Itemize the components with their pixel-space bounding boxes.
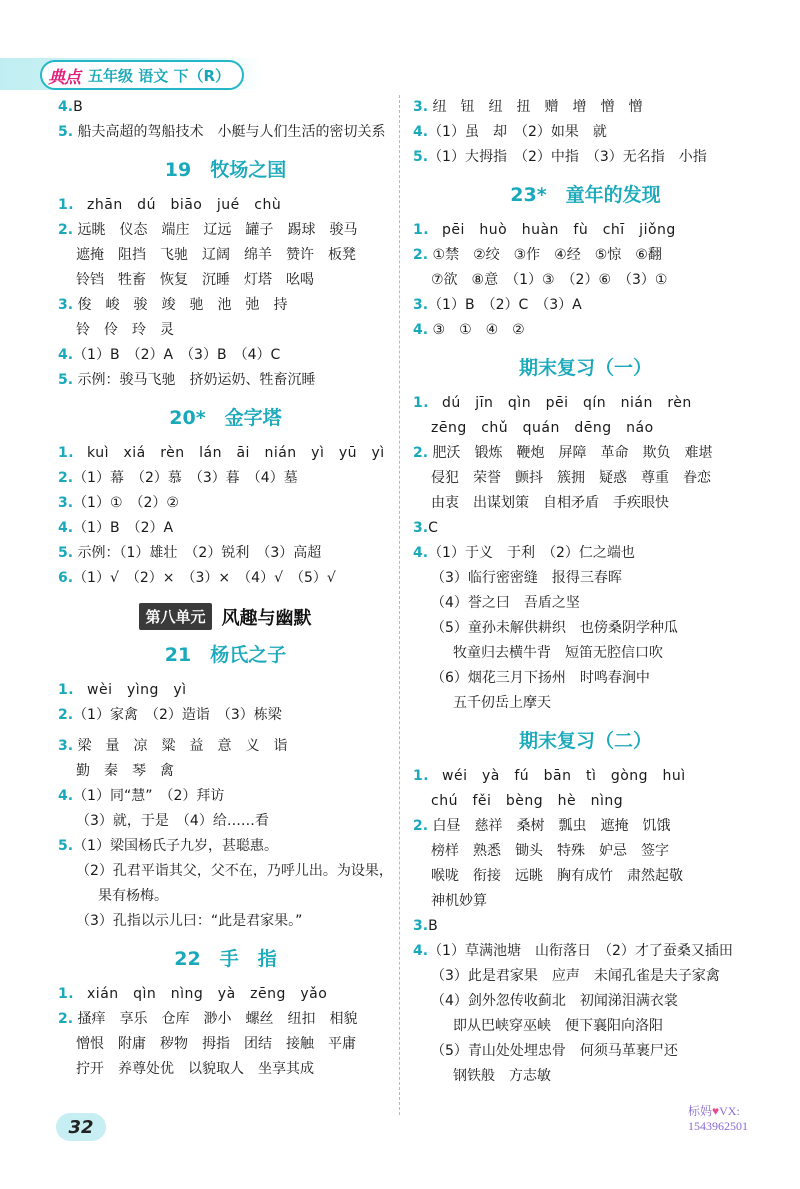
answer-line: 榜样 熟悉 锄头 特殊 妒忌 签字 — [431, 843, 669, 859]
answer-line — [58, 343, 393, 368]
question-number: 4. — [413, 124, 429, 140]
question-number: 5. — [58, 838, 74, 854]
section-title: 期末复习（一） — [518, 357, 652, 379]
question-number: 3. — [58, 297, 74, 313]
answer-text: B — [428, 918, 438, 934]
answer-line: zēng chǔ quán dēng náo — [431, 420, 654, 436]
question-number: 4. — [413, 322, 429, 338]
question-number: 3. — [58, 738, 74, 754]
answer-text: 梁 量 凉 粱 益 意 义 诣 — [73, 738, 288, 754]
answer-line — [58, 1007, 393, 1032]
question-number: 1. — [58, 197, 75, 213]
answer-line — [413, 914, 758, 939]
answer-text: （1）大拇指 （2）中指 （3）无名指 小指 — [428, 149, 707, 165]
answer-line — [413, 293, 758, 318]
answer-line — [413, 391, 758, 416]
page-number: 32 — [56, 1113, 106, 1141]
answer-line — [413, 95, 758, 120]
question-number: 2. — [413, 247, 429, 263]
answer-line — [413, 145, 758, 170]
question-number: 4. — [413, 943, 429, 959]
answer-line: 牧童归去横牛背 短笛无腔信口吹 — [453, 645, 663, 661]
answer-line — [58, 120, 393, 145]
answer-line: （5）青山处处埋忠骨 何须马革裹尸还 — [431, 1043, 678, 1059]
section-title: 23* 童年的发现 — [510, 184, 661, 206]
answer-line — [413, 218, 758, 243]
watermark-number: 1543962501 — [688, 1119, 748, 1133]
answer-line — [413, 120, 758, 145]
answer-text: ③ ① ④ ② — [428, 322, 525, 338]
section-title: 期末复习（二） — [518, 730, 652, 752]
section-title: 22 手 指 — [174, 948, 277, 970]
answer-text: （1）家禽 （2）造诣 （3）栋梁 — [73, 707, 282, 723]
answer-text: C — [428, 520, 438, 536]
question-number: 1. — [58, 986, 75, 1002]
answer-line — [413, 441, 758, 466]
answer-line — [58, 566, 393, 591]
answer-line — [58, 678, 393, 703]
answer-line: 果有杨梅。 — [98, 888, 168, 904]
answer-text: （1）同“慧” （2）拜访 — [73, 788, 225, 804]
question-number: 4. — [58, 347, 74, 363]
answer-text: （1）幕 （2）慕 （3）暮 （4）墓 — [73, 470, 298, 486]
question-number: 3. — [413, 520, 429, 536]
section-title: 21 杨氏之子 — [164, 644, 287, 666]
answer-line: （6）烟花三月下扬州 时鸣春涧中 — [431, 670, 650, 686]
right-column — [413, 95, 758, 1089]
answer-line: 憎恨 附庸 秽物 拇指 团结 接触 平庸 — [76, 1036, 356, 1052]
question-number: 1. — [58, 682, 75, 698]
answer-line — [58, 703, 393, 728]
answer-line — [58, 441, 393, 466]
answer-text: xián qìn nìng yà zēng yǎo — [74, 986, 328, 1002]
question-number: 5. — [58, 545, 74, 561]
left-column — [58, 95, 393, 1082]
answer-text: 搔痒 享乐 仓库 渺小 螺丝 纽扣 相貌 — [73, 1011, 358, 1027]
answer-text: ①禁 ②绞 ③作 ④经 ⑤惊 ⑥翻 — [428, 247, 662, 263]
answer-line: chú fěi bèng hè nìng — [431, 793, 624, 809]
answer-line: （3）孔指以示儿曰：“此是君家果。” — [76, 913, 303, 929]
answer-line: 铃 伶 玲 灵 — [76, 322, 174, 338]
watermark-text: 标妈 — [688, 1104, 713, 1118]
answer-line: （4）剑外忽传收蓟北 初闻涕泪满衣裳 — [431, 993, 678, 1009]
answer-text: zhān dú biāo jué chù — [74, 197, 282, 213]
watermark-vx: VX: — [719, 1104, 740, 1118]
answer-text: wèi yìng yì — [74, 682, 187, 698]
book-title: 五年级 语文 下（R） — [88, 66, 230, 85]
answer-line — [413, 814, 758, 839]
answer-line: （2）孔君平诣其父，父不在，乃呼儿出。为设果， — [76, 863, 393, 879]
question-number: 1. — [413, 768, 430, 784]
answer-text: （1）草满池塘 山衔落日 （2）才了蚕桑又插田 — [428, 943, 733, 959]
answer-line — [413, 318, 758, 343]
answer-line — [58, 218, 393, 243]
answer-line: 遮掩 阻挡 飞驰 辽阔 绵羊 赞许 板凳 — [76, 247, 356, 263]
answer-text: 肥沃 锻炼 鞭炮 屏障 革命 欺负 难堪 — [428, 445, 713, 461]
answer-text: 示例：（1）雄壮 （2）锐利 （3）高超 — [73, 545, 322, 561]
answer-text: 俊 峻 骏 竣 驰 池 弛 持 — [73, 297, 288, 313]
answer-line — [58, 466, 393, 491]
question-number: 2. — [413, 818, 429, 834]
answer-line: 钢铁般 方志敏 — [453, 1068, 551, 1084]
answer-text: （1）√ （2）× （3）× （4）√ （5）√ — [73, 570, 336, 586]
heart-icon: ♥ — [712, 1104, 720, 1118]
answer-text: dú jīn qìn pēi qín nián rèn — [429, 395, 692, 411]
answer-line — [58, 982, 393, 1007]
question-number: 1. — [413, 222, 430, 238]
answer-line: （5）童孙未解供耕织 也傍桑阴学种瓜 — [431, 620, 678, 636]
unit-banner — [58, 603, 393, 630]
question-number: 4. — [58, 520, 74, 536]
answer-line — [58, 541, 393, 566]
answer-line — [413, 939, 758, 964]
answer-text: （1）B （2）A （3）B （4）C — [73, 347, 281, 363]
answer-line — [58, 293, 393, 318]
column-divider — [399, 95, 400, 1115]
question-number: 2. — [58, 707, 74, 723]
answer-line — [413, 541, 758, 566]
answer-line: 铃铛 牲畜 恢复 沉睡 灯塔 吆喝 — [76, 272, 314, 288]
answer-text: B — [73, 99, 83, 115]
answer-line: （4）誉之曰 吾盾之坚 — [431, 595, 580, 611]
brand-logo: 典点 — [48, 67, 80, 88]
answer-line — [413, 243, 758, 268]
answer-line: 由衷 出谋划策 自相矛盾 手疾眼快 — [431, 495, 669, 511]
question-number: 4. — [413, 545, 429, 561]
question-number: 1. — [413, 395, 430, 411]
question-number: 3. — [413, 99, 429, 115]
answer-text: （1）虽 却 （2）如果 就 — [428, 124, 607, 140]
answer-text: wéi yà fú bān tì gòng huì — [429, 768, 686, 784]
question-number: 5. — [58, 372, 74, 388]
answer-text: （1）① （2）② — [73, 495, 179, 511]
answer-line — [58, 516, 393, 541]
answer-text: （1）B （2）C （3）A — [428, 297, 582, 313]
question-number: 2. — [58, 1011, 74, 1027]
section-title: 20* 金字塔 — [169, 407, 282, 429]
answer-line — [58, 491, 393, 516]
answer-text: 白昼 慈祥 桑树 瓢虫 遮掩 饥饿 — [428, 818, 671, 834]
answer-line — [413, 516, 758, 541]
question-number: 5. — [413, 149, 429, 165]
answer-line: 喉咙 衔接 远眺 胸有成竹 肃然起敬 — [431, 868, 683, 884]
answer-text: 船夫高超的驾船技术 小艇与人们生活的密切关系 — [73, 124, 386, 140]
answer-line — [413, 764, 758, 789]
answer-line — [58, 834, 393, 859]
question-number: 4. — [58, 99, 74, 115]
answer-line: （3）此是君家果 应声 未闻孔雀是夫子家禽 — [431, 968, 720, 984]
answer-text: kuì xiá rèn lán āi nián yì yū yì — [74, 445, 385, 461]
question-number: 2. — [413, 445, 429, 461]
answer-line — [58, 95, 393, 120]
question-number: 3. — [413, 918, 429, 934]
answer-line — [58, 368, 393, 393]
question-number: 1. — [58, 445, 75, 461]
answer-line: （3）就，于是 （4）给……看 — [76, 813, 269, 829]
section-title: 19 牧场之国 — [164, 159, 287, 181]
question-number: 6. — [58, 570, 74, 586]
question-number: 2. — [58, 470, 74, 486]
header-pill — [40, 60, 244, 90]
answer-text: （1）梁国杨氏子九岁，甚聪惠。 — [73, 838, 278, 854]
question-number: 3. — [58, 495, 74, 511]
answer-text: 示例：骏马飞驰 挤奶运奶、牲畜沉睡 — [73, 372, 316, 388]
question-number: 4. — [58, 788, 74, 804]
answer-text: 纽 钮 纽 扭 赠 增 憎 憎 — [428, 99, 643, 115]
answer-line — [58, 734, 393, 759]
answer-text: （1）B （2）A — [73, 520, 174, 536]
answer-text: （1）于义 于利 （2）仁之端也 — [428, 545, 635, 561]
answer-text: pēi huò huàn fù chī jiǒng — [429, 222, 676, 238]
question-number: 3. — [413, 297, 429, 313]
answer-line: 即从巴峡穿巫峡 便下襄阳向洛阳 — [453, 1018, 663, 1034]
answer-line: 神机妙算 — [431, 893, 487, 909]
answer-text: 远眺 仪态 端庄 辽远 罐子 踢球 骏马 — [73, 222, 358, 238]
unit-name: 风趣与幽默 — [221, 607, 312, 629]
answer-line: （3）临行密密缝 报得三春晖 — [431, 570, 622, 586]
question-number: 5. — [58, 124, 74, 140]
answer-line: 勤 秦 琴 禽 — [76, 763, 174, 779]
answer-line — [58, 193, 393, 218]
answer-line: 五千仞岳上摩天 — [453, 695, 551, 711]
answer-line: ⑦欲 ⑧意 （1）③ （2）⑥ （3）① — [431, 272, 668, 288]
answer-line: 侵犯 荣誉 颤抖 簇拥 疑惑 尊重 眷恋 — [431, 470, 711, 486]
question-number: 2. — [58, 222, 74, 238]
watermark — [688, 1104, 748, 1134]
answer-line — [58, 784, 393, 809]
unit-tag: 第八单元 — [139, 603, 211, 630]
answer-line: 拧开 养尊处优 以貌取人 坐享其成 — [76, 1061, 314, 1077]
